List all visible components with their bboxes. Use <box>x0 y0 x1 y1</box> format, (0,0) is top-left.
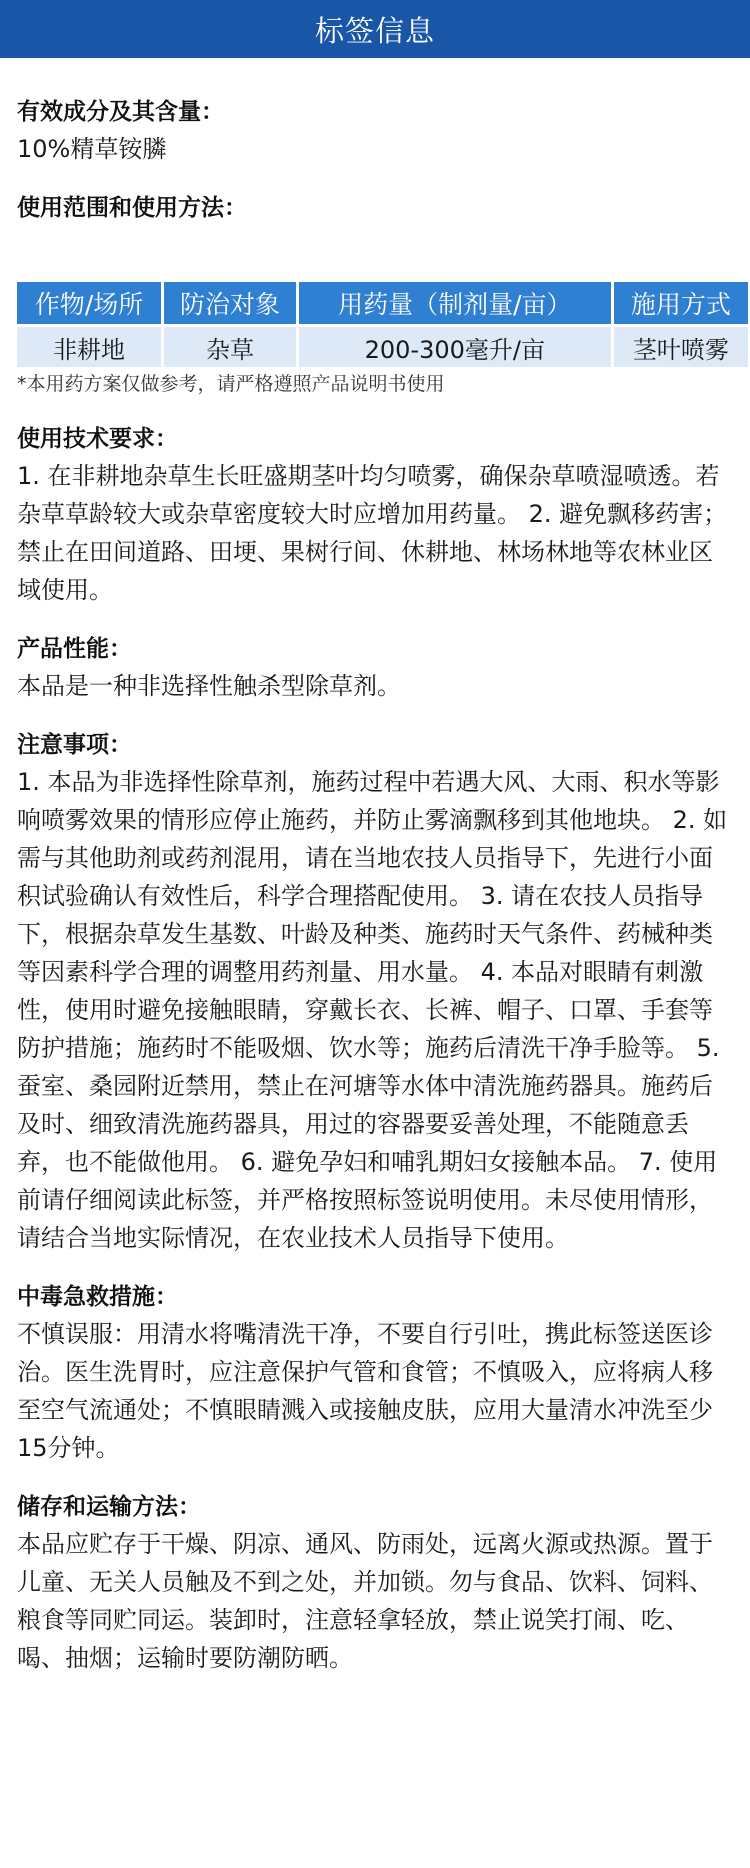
firstaid-title: 中毒急救措施： <box>17 1284 178 1310</box>
ingredients-section <box>17 94 733 168</box>
col-dosage: 用药量（制剂量/亩） <box>299 282 611 327</box>
usage-table <box>14 282 750 367</box>
precautions-title: 注意事项： <box>17 732 132 758</box>
ingredients-title: 有效成分及其含量： <box>17 99 224 125</box>
usage-section <box>17 190 733 399</box>
performance-body: 本品是一种非选择性触杀型除草剂。 <box>17 672 401 700</box>
header-bar <box>0 0 750 58</box>
cell-crop: 非耕地 <box>17 327 161 367</box>
usage-note: *本用药方案仅做参考，请严格遵照产品说明书使用 <box>17 373 445 395</box>
storage-body: 本品应贮存于干燥、阴凉、通风、防雨处，远离火源或热源。置于儿童、无关人员触及不到之处，并加锁。勿与食品、饮料、饲料、粮食等同贮同运。装卸时，注意轻拿轻放，禁止说笑打闹、吃、喝、抽烟；运输时要防潮防晒。 <box>17 1530 713 1672</box>
usage-title: 使用范围和使用方法： <box>17 195 247 221</box>
firstaid-section <box>17 1279 733 1467</box>
storage-title: 储存和运输方法： <box>17 1494 201 1520</box>
firstaid-body: 不慎误服：用清水将嘴清洗干净，不要自行引吐，携此标签送医诊治。医生洗胃时，应注意保护气管和食管；不慎吸入，应将病人移至空气流通处；不慎眼睛溅入或接触皮肤，应用大量清水冲洗至少15分钟。 <box>17 1320 713 1462</box>
cell-method: 茎叶喷雾 <box>614 327 748 367</box>
ingredients-body: 10%精草铵膦 <box>17 135 167 163</box>
col-method: 施用方式 <box>614 282 748 327</box>
technique-body: 1. 在非耕地杂草生长旺盛期茎叶均匀喷雾，确保杂草喷湿喷透。若杂草草龄较大或杂草密度较大时应增加用药量。 2. 避免飘移药害；禁止在田间道路、田埂、果树行间、休耕地、林场林地等农林业区域使用。 <box>17 462 728 604</box>
precautions-section <box>17 727 733 1257</box>
performance-section <box>17 631 733 705</box>
performance-title: 产品性能： <box>17 636 132 662</box>
technique-title: 使用技术要求： <box>17 426 178 452</box>
precautions-body: 1. 本品为非选择性除草剂，施药过程中若遇大风、大雨、积水等影响喷雾效果的情形应停止施药，并防止雾滴飘移到其他地块。 2. 如需与其他助剂或药剂混用，请在当地农技人员指导下，先进行小面积试验确认有效性后，科学合理搭配使用。 3. 请在农技人员指导下，根据杂草发生基数、叶龄及种类、施药时天气条件、药械种类等因素科学合理的调整用药剂量、用水量。 4. 本品对眼睛有刺激性，使用时避免接触眼睛，穿戴长衣、长裤、帽子、口罩、手套等防护措施；施药时不能吸烟、饮水等；施药后清洗干净手脸等。 5. 蚕室、桑园附近禁用，禁止在河塘等水体中清洗施药器具。施药后及时、细致清洗施药器具，用过的容器要妥善处理，不能随意丢弃，也不能做他用。 6. 避免孕妇和哺乳期妇女接触本品。 7. 使用前请仔细阅读此标签，并严格按照标签说明使用。未尽使用情形，请结合当地实际情况，在农业技术人员指导下使用。 <box>17 768 728 1252</box>
cell-dosage: 200-300毫升/亩 <box>299 327 611 367</box>
usage-table-header <box>17 282 748 327</box>
page-title: 标签信息 <box>314 13 435 48</box>
storage-section <box>17 1489 733 1677</box>
technique-section <box>17 421 733 609</box>
table-row <box>17 327 748 367</box>
label-content <box>0 58 750 1677</box>
col-crop: 作物/场所 <box>17 282 161 327</box>
cell-target: 杂草 <box>164 327 296 367</box>
col-target: 防治对象 <box>164 282 296 327</box>
